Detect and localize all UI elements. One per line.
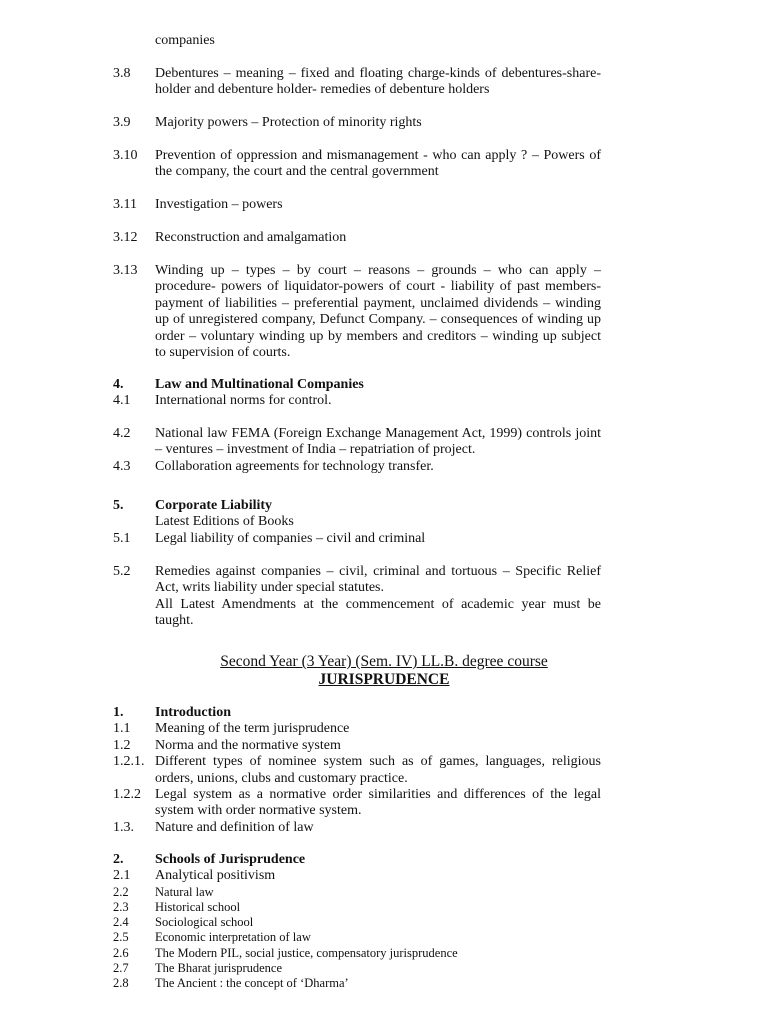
subject-title: JURISPRUDENCE [318, 671, 450, 688]
item-number: 4.3 [113, 458, 131, 474]
course-title: Second Year (3 Year) (Sem. IV) LL.B. degree course [220, 653, 548, 670]
item-3-11 [0, 197, 768, 213]
list-item [0, 514, 768, 530]
block-companies [0, 33, 768, 49]
list-item [0, 230, 768, 246]
item-number: 5. [113, 498, 124, 513]
item-text: Sociological school [155, 915, 254, 930]
course-heading [0, 654, 768, 670]
item-text: The Modern PIL, social justice, compensatory jurisprudence [155, 945, 458, 960]
section-5 [0, 498, 768, 547]
item-text: Reconstruction and amalgamation [155, 230, 347, 245]
list-item [0, 976, 768, 991]
list-item [0, 426, 768, 459]
list-item [0, 900, 768, 915]
item-number: 4. [113, 377, 124, 392]
item-number: 3.10 [113, 148, 138, 163]
item-number [113, 514, 155, 530]
item-3-13 [0, 263, 768, 361]
item-number: 4.2 [113, 426, 131, 441]
item-number: 1. [113, 705, 124, 720]
item-number: 2.7 [113, 960, 129, 975]
item-number: 2.4 [113, 915, 129, 930]
item-number: 3.11 [113, 197, 137, 212]
item-text: Debentures – meaning – fixed and floating charge-kinds of debentures-share-holder and debenture holder- remedies of debenture holders [155, 66, 601, 98]
list-item [0, 377, 768, 393]
item-text: Economic interpretation of law [155, 930, 311, 945]
item-text: Different types of nominee system such as of games, languages, religious orders, unions, clubs and customary practice. [155, 754, 601, 786]
list-item [0, 946, 768, 961]
item-number: 2.5 [113, 930, 129, 945]
item-text: Law and Multinational Companies [155, 377, 364, 392]
item-number: 1.1 [113, 721, 131, 737]
list-item [0, 197, 768, 213]
item-3-9 [0, 115, 768, 131]
list-item [0, 498, 768, 514]
section-4 [0, 377, 768, 410]
item-3-12 [0, 230, 768, 246]
item-text: Meaning of the term jurisprudence [155, 721, 350, 737]
section-4-items [0, 426, 768, 475]
list-item [0, 820, 768, 836]
item-number: 2.8 [113, 976, 129, 991]
item-text: Natural law [155, 884, 214, 899]
item-number: 3.9 [113, 115, 131, 130]
list-item [0, 66, 768, 99]
list-item [0, 263, 768, 361]
list-item [0, 738, 768, 754]
item-text: Norma and the normative system [155, 737, 341, 753]
item-text: All Latest Amendments at the commencement of academic year must be taught. [155, 596, 601, 629]
item-number: 2.6 [113, 945, 129, 960]
item-text: Legal liability of companies – civil and criminal [155, 530, 426, 546]
item-text: Historical school [155, 900, 241, 915]
subject-heading [0, 672, 768, 688]
item-text: Winding up – types – by court – reasons – grounds – who can apply – procedure- powers of liquidator-powers of court - liability of past members-payment of liabilities – preferential payment, unclaimed dividends – winding up of unregistered company, Defunct Company. – consequences of winding up order – voluntary winding up by members and creditors – winding up subject to supervision of courts. [155, 263, 601, 361]
item-number: 5.2 [113, 564, 131, 579]
list-item [0, 33, 768, 49]
list-item [0, 852, 768, 868]
item-number: 2.3 [113, 900, 129, 915]
list-item [0, 868, 768, 884]
list-item [0, 961, 768, 976]
list-item [0, 705, 768, 721]
item-number: 4.1 [113, 393, 131, 409]
item-number: 2.1 [113, 868, 131, 884]
item-number [113, 33, 155, 49]
item-number: 3.13 [113, 263, 138, 278]
item-text: Nature and definition of law [155, 819, 314, 835]
section-5-items [0, 564, 768, 630]
item-text: Remedies against companies – civil, criminal and tortuous – Specific Relief Act, writs liability under special statutes. [155, 564, 601, 596]
list-item [0, 885, 768, 900]
item-number: 1.3. [113, 819, 134, 835]
item-number [113, 597, 155, 630]
item-text: National law FEMA (Foreign Exchange Management Act, 1999) controls joint – ventures – investment of India – repatriation of project. [155, 426, 601, 458]
item-number: 3.8 [113, 66, 131, 81]
jurisprudence-section-2 [0, 852, 768, 991]
item-text: Corporate Liability [155, 498, 273, 513]
item-text: Introduction [155, 705, 231, 720]
list-item [0, 393, 768, 409]
item-text: The Ancient : the concept of ‘Dharma’ [155, 976, 349, 991]
item-number: 2. [113, 852, 124, 867]
item-number: 1.2.2 [113, 787, 141, 803]
item-text: Investigation – powers [155, 197, 283, 212]
item-text: Prevention of oppression and mismanagement - who can apply ? – Powers of the company, the court and the central government [155, 148, 601, 180]
list-item [0, 754, 768, 787]
list-item [0, 930, 768, 945]
item-text: companies [155, 33, 215, 48]
item-3-8 [0, 66, 768, 99]
list-item [0, 148, 768, 181]
list-item [0, 564, 768, 597]
item-text: Majority powers – Protection of minority rights [155, 115, 422, 130]
item-text: Schools of Jurisprudence [155, 852, 306, 867]
list-item [0, 531, 768, 547]
list-item [0, 915, 768, 930]
item-text: Analytical positivism [155, 868, 276, 884]
jurisprudence-section-1 [0, 705, 768, 836]
list-item [0, 721, 768, 737]
item-text: Legal system as a normative order similarities and differences of the legal system with order normative system. [155, 787, 601, 819]
item-text: Collaboration agreements for technology transfer. [155, 458, 434, 474]
item-3-10 [0, 148, 768, 181]
item-number: 5.1 [113, 530, 131, 546]
list-item [0, 459, 768, 475]
item-number: 2.2 [113, 884, 129, 899]
list-item [0, 597, 768, 630]
list-item [0, 115, 768, 131]
item-number: 1.2.1. [113, 754, 145, 770]
list-item [0, 787, 768, 820]
item-text: The Bharat jurisprudence [155, 960, 283, 975]
item-number: 1.2 [113, 737, 131, 753]
item-number: 3.12 [113, 230, 138, 245]
item-text: International norms for control. [155, 393, 332, 409]
item-text: Latest Editions of Books [155, 514, 294, 530]
